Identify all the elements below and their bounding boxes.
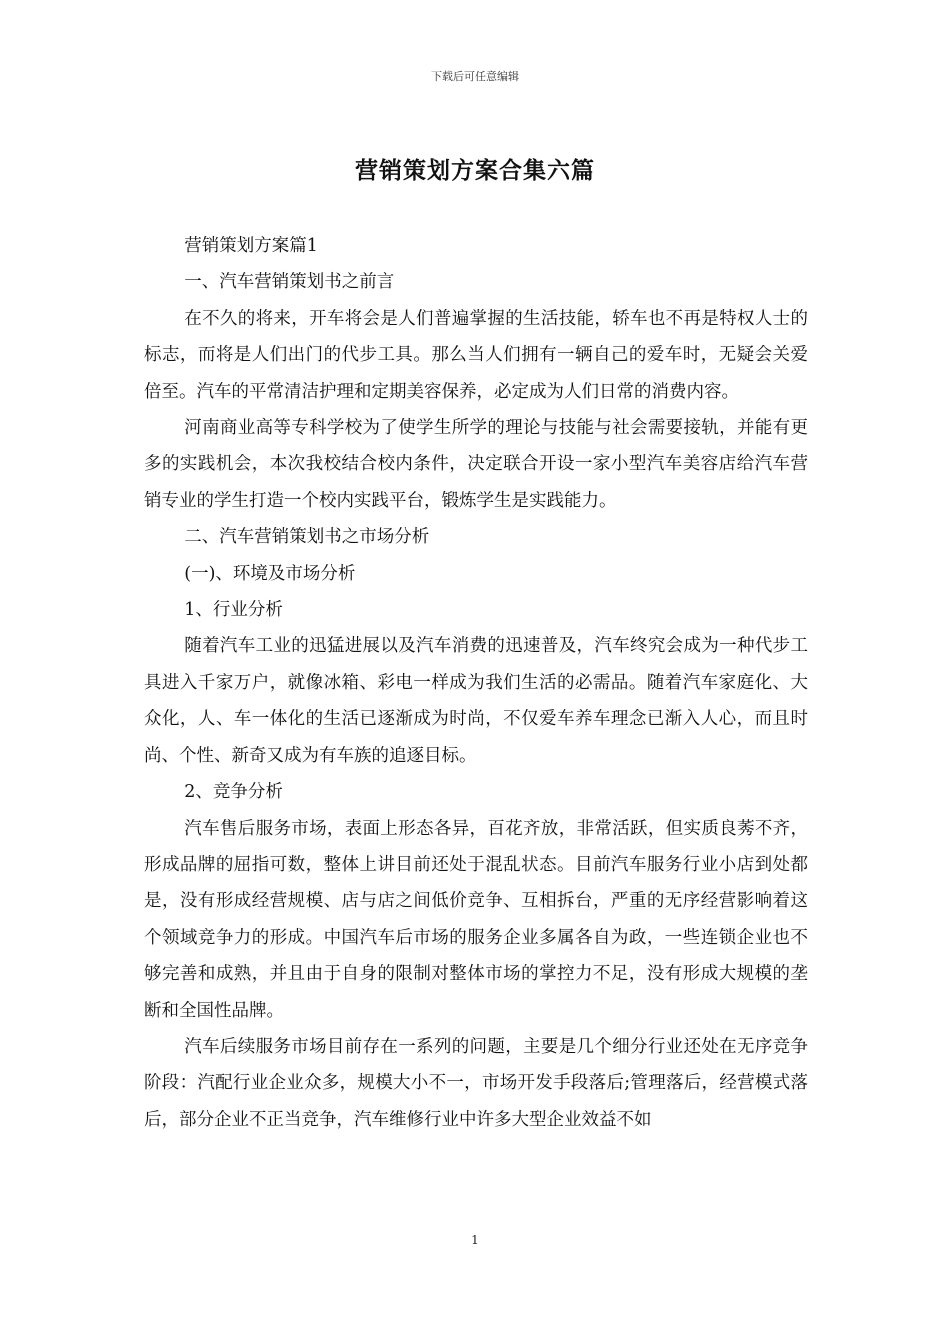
document-body bbox=[144, 228, 808, 1138]
document-title: 营销策划方案合集六篇 bbox=[355, 157, 595, 184]
subsection-heading: 2、竞争分析 bbox=[184, 782, 283, 803]
body-paragraph: 在不久的将来，开车将会是人们普遍掌握的生活技能，轿车也不再是特权人士的标志，而将是人们出门的代步工具。那么当人们拥有一辆自己的爱车时，无疑会关爱倍至。汽车的平常清洁护理和定期美容保养，必定成为人们日常的消费内容。 bbox=[144, 308, 808, 402]
subsection-heading: 1、行业分析 bbox=[184, 600, 283, 621]
section-heading: 营销策划方案篇1 bbox=[184, 236, 318, 256]
body-paragraph: 随着汽车工业的迅猛进展以及汽车消费的迅速普及，汽车终究会成为一种代步工具进入千家万户，就像冰箱、彩电一样成为我们生活的必需品。随着汽车家庭化、大众化，人、车一体化的生活已逐渐成为时尚，不仅爱车养车理念已渐入人心，而且时尚、个性、新奇又成为有车族的追逐目标。 bbox=[144, 636, 808, 766]
section-heading: 一、汽车营销策划书之前言 bbox=[184, 272, 395, 293]
page-number: 1 bbox=[471, 1233, 479, 1247]
subsection-heading: (一)、环境及市场分析 bbox=[184, 563, 356, 584]
body-paragraph: 河南商业高等专科学校为了使学生所学的理论与技能与社会需要接轨，并能有更多的实践机会，本次我校结合校内条件，决定联合开设一家小型汽车美容店给汽车营销专业的学生打造一个校内实践平台，锻炼学生是实践能力。 bbox=[144, 418, 808, 511]
body-paragraph: 汽车后续服务市场目前存在一系列的问题，主要是几个细分行业还处在无序竞争阶段：汽配行业企业众多，规模大小不一，市场开发手段落后;管理落后，经营模式落后，部分企业不正当竞争，汽车维修行业中许多大型企业效益不如 bbox=[144, 1036, 808, 1130]
section-heading: 二、汽车营销策划书之市场分析 bbox=[184, 527, 430, 548]
body-paragraph: 汽车售后服务市场，表面上形态各异，百花齐放，非常活跃，但实质良莠不齐，形成品牌的屈指可数，整体上讲目前还处于混乱状态。目前汽车服务行业小店到处都是，没有形成经营规模、店与店之间低价竞争、互相拆台，严重的无序经营影响着这个领域竞争力的形成。中国汽车后市场的服务企业多属各自为政，一些连锁企业也不够完善和成熟，并且由于自身的限制对整体市场的掌控力不足，没有形成大规模的垄断和全国性品牌。 bbox=[144, 818, 808, 1021]
header-note: 下载后可任意编辑 bbox=[431, 70, 519, 83]
